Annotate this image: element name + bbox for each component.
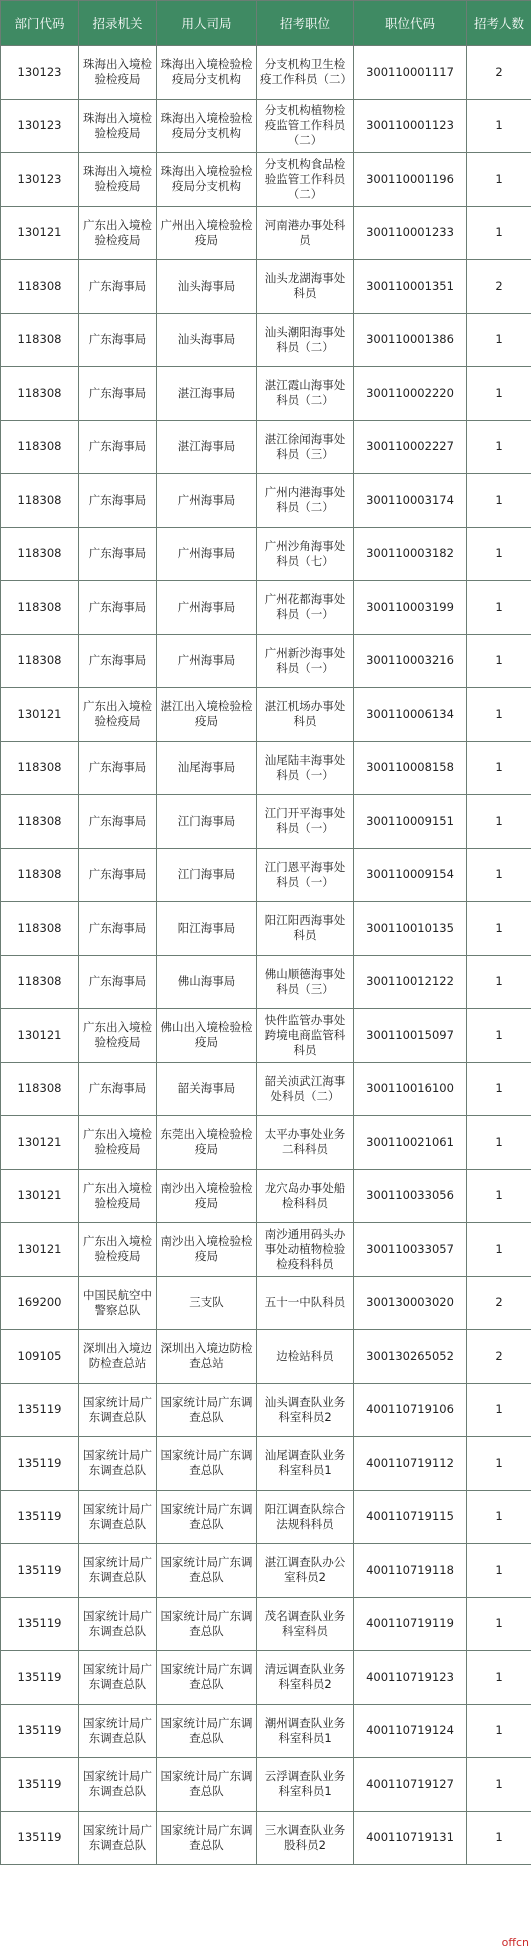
table-row [1,955,531,1009]
dept-code-cell: 118308 [1,367,79,421]
position-cell: 边检站科员 [257,1330,354,1384]
agency-cell: 广东海事局 [79,581,157,635]
dept-code-cell: 118308 [1,795,79,849]
table-row [1,46,531,100]
headcount-cell: 2 [467,260,531,314]
position-cell: 分支机构卫生检疫工作科员（二） [257,46,354,100]
dept-code-cell: 135119 [1,1597,79,1651]
table-row [1,1062,531,1116]
bureau-cell: 湛江海事局 [157,420,257,474]
bureau-cell: 南沙出入境检验检疫局 [157,1223,257,1277]
position-code-cell: 300110033056 [354,1169,467,1223]
headcount-cell: 1 [467,99,531,153]
position-code-cell: 300110010135 [354,902,467,956]
position-code-cell: 300110006134 [354,688,467,742]
table-row [1,1383,531,1437]
headcount-cell: 1 [467,1758,531,1812]
position-code-cell: 300110012122 [354,955,467,1009]
agency-cell: 国家统计局广东调查总队 [79,1758,157,1812]
position-cell: 广州花都海事处科员（一） [257,581,354,635]
position-cell: 阳江阳西海事处科员 [257,902,354,956]
agency-cell: 国家统计局广东调查总队 [79,1490,157,1544]
bureau-cell: 国家统计局广东调查总队 [157,1544,257,1598]
headcount-cell: 1 [467,955,531,1009]
offcn-logo: offcn [501,1936,529,1949]
agency-cell: 广东海事局 [79,260,157,314]
dept-code-cell: 130121 [1,1009,79,1063]
bureau-cell: 南沙出入境检验检疫局 [157,1169,257,1223]
bureau-cell: 国家统计局广东调查总队 [157,1490,257,1544]
table-row [1,581,531,635]
table-row [1,1544,531,1598]
position-code-cell: 400110719119 [354,1597,467,1651]
position-code-cell: 400110719124 [354,1704,467,1758]
dept-code-cell: 135119 [1,1437,79,1491]
table-row [1,1009,531,1063]
table-row [1,1330,531,1384]
agency-cell: 广东海事局 [79,795,157,849]
table-row [1,1704,531,1758]
bureau-cell: 汕尾海事局 [157,741,257,795]
position-code-cell: 300110002220 [354,367,467,421]
dept-code-cell: 130121 [1,1116,79,1170]
position-cell: 河南港办事处科员 [257,206,354,260]
position-cell: 广州沙角海事处科员（七） [257,527,354,581]
bureau-cell: 佛山海事局 [157,955,257,1009]
position-cell: 阳江调查队综合法规科科员 [257,1490,354,1544]
agency-cell: 广东海事局 [79,902,157,956]
agency-cell: 广东海事局 [79,848,157,902]
position-cell: 湛江徐闻海事处科员（三） [257,420,354,474]
position-cell: 湛江调查队办公室科员2 [257,1544,354,1598]
position-code-cell: 300110001351 [354,260,467,314]
bureau-cell: 江门海事局 [157,795,257,849]
headcount-cell: 2 [467,46,531,100]
agency-cell: 广东海事局 [79,367,157,421]
dept-code-cell: 118308 [1,1062,79,1116]
dept-code-cell: 118308 [1,313,79,367]
position-cell: 三水调查队业务股科员2 [257,1811,354,1865]
bureau-cell: 三支队 [157,1276,257,1330]
agency-cell: 国家统计局广东调查总队 [79,1651,157,1705]
bureau-cell: 国家统计局广东调查总队 [157,1811,257,1865]
bureau-cell: 国家统计局广东调查总队 [157,1597,257,1651]
position-code-cell: 300110001233 [354,206,467,260]
headcount-cell: 1 [467,634,531,688]
agency-cell: 珠海出入境检验检疫局 [79,99,157,153]
dept-code-cell: 169200 [1,1276,79,1330]
headcount-cell: 1 [467,1597,531,1651]
bureau-cell: 汕头海事局 [157,260,257,314]
headcount-cell: 1 [467,1544,531,1598]
agency-cell: 国家统计局广东调查总队 [79,1383,157,1437]
bureau-cell: 广州出入境检验检疫局 [157,206,257,260]
agency-cell: 广东海事局 [79,634,157,688]
position-code-cell: 300110001117 [354,46,467,100]
dept-code-cell: 109105 [1,1330,79,1384]
bureau-cell: 国家统计局广东调查总队 [157,1437,257,1491]
position-cell: 南沙通用码头办事处动植物检验检疫科科员 [257,1223,354,1277]
table-row [1,153,531,207]
headcount-cell: 1 [467,420,531,474]
bureau-cell: 深圳出入境边防检查总站 [157,1330,257,1384]
agency-cell: 国家统计局广东调查总队 [79,1811,157,1865]
header-headcount: 招考人数 [467,1,531,46]
agency-cell: 广东出入境检验检疫局 [79,1116,157,1170]
headcount-cell: 1 [467,741,531,795]
bureau-cell: 汕头海事局 [157,313,257,367]
position-code-cell: 400110719106 [354,1383,467,1437]
bureau-cell: 珠海出入境检验检疫局分支机构 [157,46,257,100]
position-cell: 潮州调查队业务科室科员1 [257,1704,354,1758]
position-cell: 茂名调查队业务科室科员 [257,1597,354,1651]
dept-code-cell: 118308 [1,420,79,474]
position-code-cell: 400110719123 [354,1651,467,1705]
table-row [1,1758,531,1812]
bureau-cell: 国家统计局广东调查总队 [157,1704,257,1758]
dept-code-cell: 118308 [1,527,79,581]
position-cell: 快件监管办事处跨境电商监管科科员 [257,1009,354,1063]
headcount-cell: 1 [467,1116,531,1170]
dept-code-cell: 135119 [1,1651,79,1705]
bureau-cell: 阳江海事局 [157,902,257,956]
position-cell: 汕头调查队业务科室科员2 [257,1383,354,1437]
agency-cell: 珠海出入境检验检疫局 [79,46,157,100]
position-cell: 韶关浈武江海事处科员（二） [257,1062,354,1116]
position-cell: 云浮调查队业务科室科员1 [257,1758,354,1812]
position-code-cell: 400110719131 [354,1811,467,1865]
headcount-cell: 1 [467,1704,531,1758]
dept-code-cell: 118308 [1,581,79,635]
agency-cell: 广东海事局 [79,955,157,1009]
dept-code-cell: 130123 [1,153,79,207]
header-position: 招考职位 [257,1,354,46]
table-row [1,420,531,474]
dept-code-cell: 118308 [1,955,79,1009]
agency-cell: 国家统计局广东调查总队 [79,1704,157,1758]
position-code-cell: 300110001386 [354,313,467,367]
agency-cell: 广东海事局 [79,741,157,795]
dept-code-cell: 135119 [1,1544,79,1598]
agency-cell: 广东出入境检验检疫局 [79,1223,157,1277]
table-row [1,99,531,153]
position-code-cell: 300110003216 [354,634,467,688]
agency-cell: 广东海事局 [79,474,157,528]
table-row [1,313,531,367]
table-row [1,367,531,421]
position-code-cell: 300130003020 [354,1276,467,1330]
position-cell: 太平办事处业务二科科员 [257,1116,354,1170]
agency-cell: 珠海出入境检验检疫局 [79,153,157,207]
position-code-cell: 300110009154 [354,848,467,902]
position-code-cell: 400110719115 [354,1490,467,1544]
headcount-cell: 1 [467,902,531,956]
position-cell: 江门开平海事处科员（一） [257,795,354,849]
position-cell: 汕尾陆丰海事处科员（一） [257,741,354,795]
dept-code-cell: 130121 [1,206,79,260]
agency-cell: 深圳出入境边防检查总站 [79,1330,157,1384]
dept-code-cell: 118308 [1,741,79,795]
dept-code-cell: 130121 [1,1223,79,1277]
position-code-cell: 300110008158 [354,741,467,795]
position-cell: 广州新沙海事处科员（一） [257,634,354,688]
agency-cell: 广东出入境检验检疫局 [79,206,157,260]
table-row [1,527,531,581]
bureau-cell: 国家统计局广东调查总队 [157,1758,257,1812]
table-row [1,206,531,260]
headcount-cell: 1 [467,1437,531,1491]
position-cell: 广州内港海事处科员（二） [257,474,354,528]
dept-code-cell: 118308 [1,474,79,528]
agency-cell: 广东海事局 [79,527,157,581]
position-cell: 佛山顺德海事处科员（三） [257,955,354,1009]
header-position-code: 职位代码 [354,1,467,46]
dept-code-cell: 118308 [1,848,79,902]
headcount-cell: 1 [467,474,531,528]
position-cell: 汕头龙湖海事处科员 [257,260,354,314]
headcount-cell: 1 [467,1169,531,1223]
dept-code-cell: 130123 [1,46,79,100]
position-cell: 五十一中队科员 [257,1276,354,1330]
table-row [1,634,531,688]
headcount-cell: 1 [467,206,531,260]
position-cell: 分支机构食品检验监管工作科员（二） [257,153,354,207]
table-row [1,1437,531,1491]
headcount-cell: 2 [467,1330,531,1384]
position-code-cell: 300110003199 [354,581,467,635]
headcount-cell: 1 [467,313,531,367]
table-row [1,474,531,528]
bureau-cell: 广州海事局 [157,581,257,635]
table-row [1,848,531,902]
table-row [1,1169,531,1223]
dept-code-cell: 118308 [1,902,79,956]
agency-cell: 广东出入境检验检疫局 [79,1009,157,1063]
agency-cell: 国家统计局广东调查总队 [79,1597,157,1651]
dept-code-cell: 135119 [1,1758,79,1812]
bureau-cell: 佛山出入境检验检疫局 [157,1009,257,1063]
headcount-cell: 1 [467,581,531,635]
table-header [1,1,531,46]
position-cell: 分支机构植物检疫监管工作科员（二） [257,99,354,153]
agency-cell: 广东海事局 [79,1062,157,1116]
agency-cell: 广东海事局 [79,313,157,367]
position-code-cell: 300130265052 [354,1330,467,1384]
dept-code-cell: 135119 [1,1704,79,1758]
position-code-cell: 400110719127 [354,1758,467,1812]
position-cell: 龙穴岛办事处船检科科员 [257,1169,354,1223]
bureau-cell: 国家统计局广东调查总队 [157,1651,257,1705]
dept-code-cell: 135119 [1,1811,79,1865]
position-code-cell: 300110002227 [354,420,467,474]
headcount-cell: 1 [467,1062,531,1116]
headcount-cell: 1 [467,367,531,421]
position-code-cell: 300110001196 [354,153,467,207]
headcount-cell: 1 [467,1009,531,1063]
bureau-cell: 东莞出入境检验检疫局 [157,1116,257,1170]
header-dept-code: 部门代码 [1,1,79,46]
header-agency: 招录机关 [79,1,157,46]
bureau-cell: 广州海事局 [157,634,257,688]
position-code-cell: 400110719112 [354,1437,467,1491]
position-code-cell: 400110719118 [354,1544,467,1598]
table-body [1,46,531,1865]
headcount-cell: 1 [467,527,531,581]
bureau-cell: 珠海出入境检验检疫局分支机构 [157,153,257,207]
bureau-cell: 广州海事局 [157,474,257,528]
position-code-cell: 300110015097 [354,1009,467,1063]
bureau-cell: 广州海事局 [157,527,257,581]
headcount-cell: 1 [467,153,531,207]
table-row [1,741,531,795]
headcount-cell: 1 [467,1811,531,1865]
agency-cell: 中国民航空中警察总队 [79,1276,157,1330]
bureau-cell: 江门海事局 [157,848,257,902]
headcount-cell: 1 [467,1223,531,1277]
agency-cell: 广东出入境检验检疫局 [79,688,157,742]
table-row [1,1490,531,1544]
position-cell: 清远调查队业务科室科员2 [257,1651,354,1705]
table-row [1,1597,531,1651]
bureau-cell: 湛江海事局 [157,367,257,421]
table-row [1,795,531,849]
headcount-cell: 1 [467,1651,531,1705]
headcount-cell: 1 [467,1490,531,1544]
position-code-cell: 300110033057 [354,1223,467,1277]
bureau-cell: 珠海出入境检验检疫局分支机构 [157,99,257,153]
agency-cell: 国家统计局广东调查总队 [79,1544,157,1598]
headcount-cell: 2 [467,1276,531,1330]
dept-code-cell: 135119 [1,1383,79,1437]
bureau-cell: 国家统计局广东调查总队 [157,1383,257,1437]
position-cell: 江门恩平海事处科员（一） [257,848,354,902]
dept-code-cell: 130123 [1,99,79,153]
dept-code-cell: 135119 [1,1490,79,1544]
agency-cell: 国家统计局广东调查总队 [79,1437,157,1491]
table-row [1,1276,531,1330]
table-row [1,688,531,742]
position-code-cell: 300110016100 [354,1062,467,1116]
agency-cell: 广东出入境检验检疫局 [79,1169,157,1223]
headcount-cell: 1 [467,1383,531,1437]
table-row [1,1811,531,1865]
position-code-cell: 300110003174 [354,474,467,528]
headcount-cell: 1 [467,795,531,849]
position-cell: 汕头潮阳海事处科员（二） [257,313,354,367]
table-row [1,1651,531,1705]
position-code-cell: 300110003182 [354,527,467,581]
header-bureau: 用人司局 [157,1,257,46]
position-code-cell: 300110001123 [354,99,467,153]
position-cell: 湛江机场办事处科员 [257,688,354,742]
bureau-cell: 湛江出入境检验检疫局 [157,688,257,742]
position-cell: 湛江霞山海事处科员（二） [257,367,354,421]
dept-code-cell: 118308 [1,260,79,314]
dept-code-cell: 130121 [1,1169,79,1223]
bureau-cell: 韶关海事局 [157,1062,257,1116]
table-row [1,902,531,956]
table-row [1,1116,531,1170]
table-row [1,1223,531,1277]
position-code-cell: 300110009151 [354,795,467,849]
position-code-cell: 300110021061 [354,1116,467,1170]
headcount-cell: 1 [467,848,531,902]
agency-cell: 广东海事局 [79,420,157,474]
dept-code-cell: 130121 [1,688,79,742]
headcount-cell: 1 [467,688,531,742]
dept-code-cell: 118308 [1,634,79,688]
position-cell: 汕尾调查队业务科室科员1 [257,1437,354,1491]
table-row [1,260,531,314]
